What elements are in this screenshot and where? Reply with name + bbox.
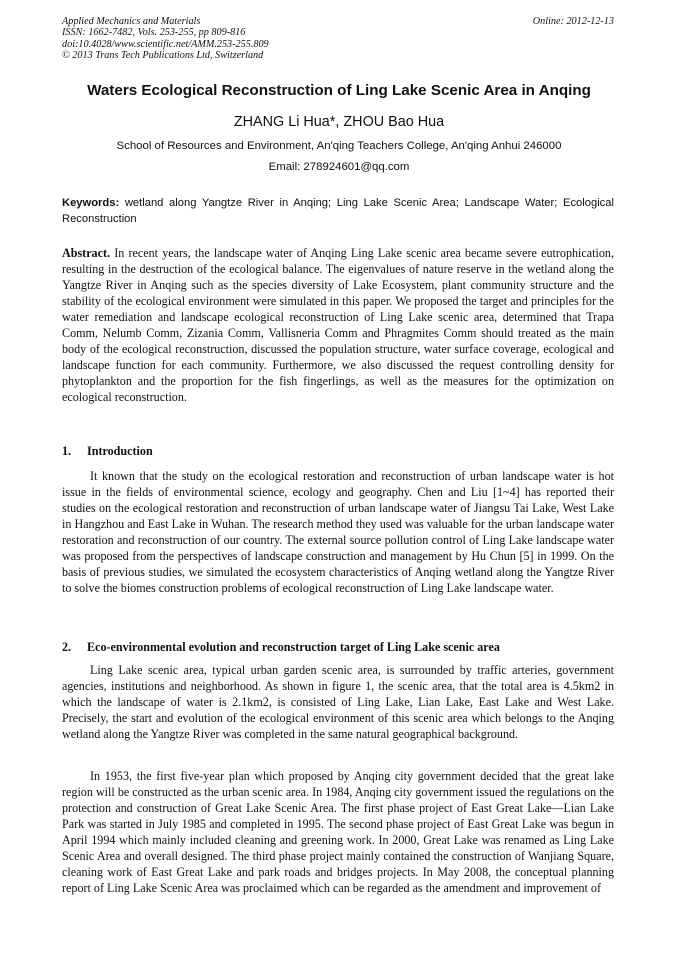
keywords [62, 196, 614, 227]
paper-title: Waters Ecological Reconstruction of Ling Lake Scenic Area in Anqing [87, 82, 591, 99]
online-date: Online: 2012-12-13 [532, 16, 614, 27]
section-heading-eco-evolution [62, 640, 614, 655]
introduction-paragraph: It known that the study on the ecological restoration and reconstruction of urban landscape water is hot issue in the fields of environmental science, ecology and geography. Chen and Liu [1~4] has reported their studies on the ecological restoration and reconstruction of urban landscape water of Jiangsu Tai Lake, West Lake in Hangzhou and East Lake in Wuhan. The research method they used was valuable for the urban landscape water restoration and reconstruction of our country. The external source pollution control of Ling Lake landscape water was proposed from the perspectives of landscape construction and management by Hu Chun [5] in 1999. On the basis of previous studies, we simulated the ecosystem characteristics of Anqing wetland along the Yangtze River to solve the biomes construction problems of ecological reconstruction of Ling Lake landscape water. [62, 469, 614, 596]
authors: ZHANG Li Hua*, ZHOU Bao Hua [233, 114, 445, 130]
doi-line: doi:10.4028/www.scientific.net/AMM.253-255.809 [62, 38, 269, 50]
journal-header [62, 16, 614, 62]
abstract-text: In recent years, the landscape water of Anqing Ling Lake scenic area became severe eutrophication, resulting in the destruction of the ecological balance. The eigenvalues of nature reserve in the wetland along the Yangtze River in Anqing such as the species diversity of Lake Ecosystem, plant community structure and the stability of the ecological environment were simulated in this paper. We proposed the target and principles for the water remediation and landscape ecological reconstruction of Ling Lake scenic area, determined that Trapa Comm, Nelumb Comm, Zizania Comm, Vallisneria Comm and Phragmites Comm should treated as the main body of the ecological reconstruction, discussed the population structure, water surface coverage, ecological and landscape function for each community. Furthermore, we also discussed the request controlling density for phytoplankton and the proportion for the fish fingerlings, as well as the measures for the optimization on ecological reconstruction. [62, 246, 614, 405]
journal-name: Applied Mechanics and Materials [62, 16, 201, 27]
copyright-line: © 2013 Trans Tech Publications Ltd, Switzerland [62, 50, 264, 62]
abstract [62, 245, 614, 405]
email: Email: 278924601@qq.com [268, 161, 410, 173]
section-heading-introduction [62, 444, 614, 459]
issn-line: ISSN: 1662-7482, Vols. 253-255, pp 809-816 [62, 27, 246, 39]
section-number: 1. [62, 444, 72, 458]
section2-paragraph-2: In 1953, the first five-year plan which proposed by Anqing city government decided that the great lake region will be constructed as the urban scenic area. In 1984, Anqing city government issued the regulations on the protection and construction of Great Lake Scenic Area. The first phase project of East Great Lake—Lian Lake Park was started in July 1985 and completed in 1995. The second phase project of East Great Lake was begun in April 1994 which mainly included cleaning and greening work. In 2000, Great Lake was renamed as Ling Lake Scenic Area and overall designed. The third phase project mainly contained the construction of Wanjiang Square, cleaning work of East Great Lake and park roads and bridges projects. In May 2008, the conceptual planning report of Ling Lake Scenic Area was proclaimed which can be regarded as the amendment and improvement of [62, 769, 614, 896]
section-title: Eco-environmental evolution and reconstruction target of Ling Lake scenic area [87, 640, 500, 654]
section-number: 2. [62, 640, 72, 654]
section-title: Introduction [87, 444, 153, 458]
affiliation: School of Resources and Environment, An'qing Teachers College, An'qing Anhui 246000 [116, 140, 562, 152]
keywords-text: wetland along Yangtze River in Anqing; Ling Lake Scenic Area; Landscape Water; Ecological Reconstruction [62, 197, 614, 225]
abstract-label: Abstract. [62, 246, 111, 260]
keywords-label: Keywords: [62, 197, 120, 209]
section2-paragraph-1: Ling Lake scenic area, typical urban garden scenic area, is surrounded by traffic arteries, government agencies, institutions and neighborhood. As shown in figure 1, the scenic area, that the total area is 4.5km2 in which the landscape of water is 2.1km2, is consisted of Ling Lake, Lian Lake, East Lake and West Lake. Precisely, the start and evolution of the ecological environment of this scenic area which belongs to the Anqing wetland along the Yangtze River was completed in the same natural geographical background. [62, 663, 614, 742]
